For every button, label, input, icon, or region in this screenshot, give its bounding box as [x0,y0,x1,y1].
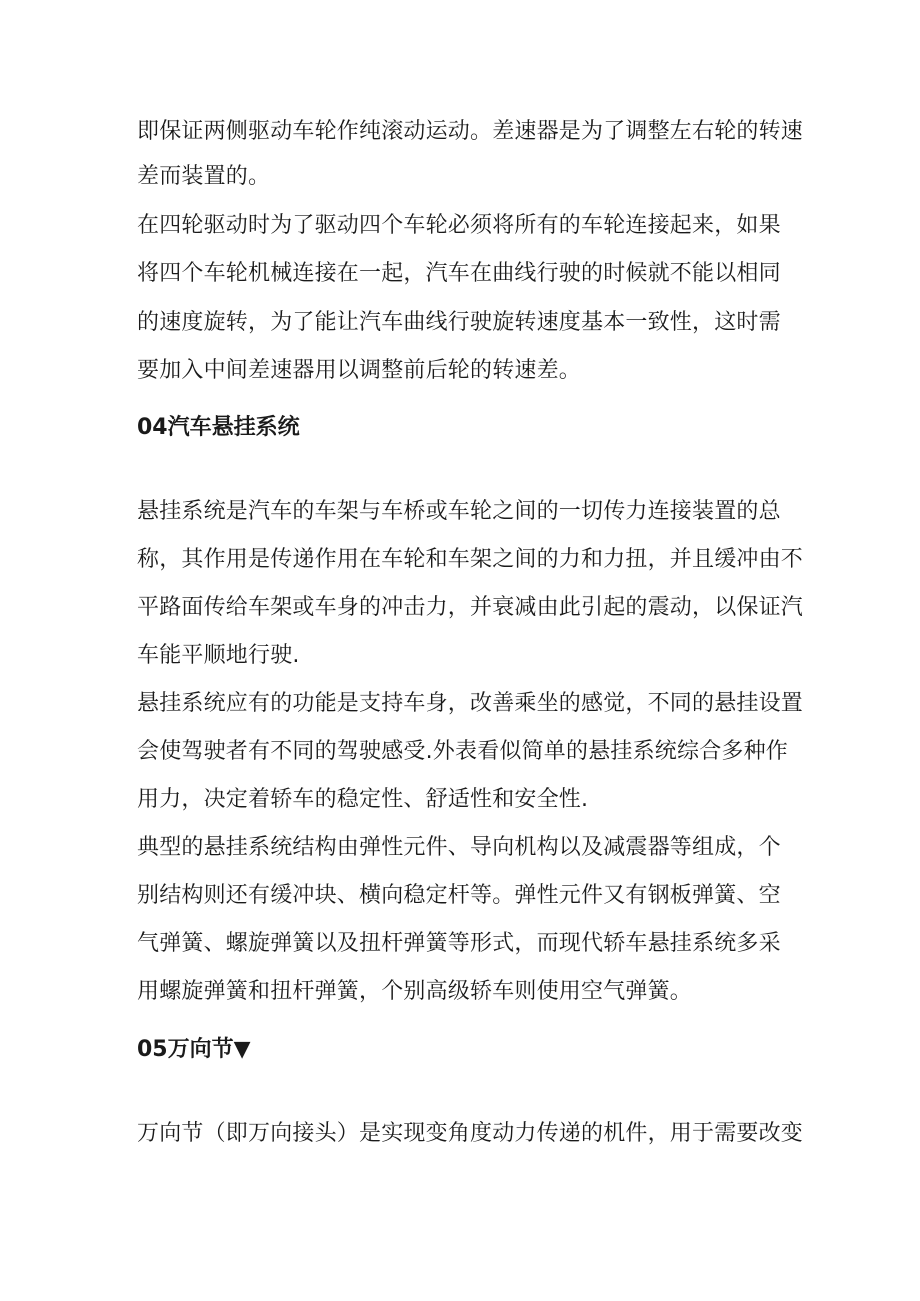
paragraph-line: 将四个车轮机械连接在一起，汽车在曲线行驶的时候就不能以相同 [137,261,781,286]
paragraph-line: 万向节（即万向接头）是实现变角度动力传递的机件，用于需要改变 [137,1121,804,1146]
paragraph-line: 平路面传给车架或车身的冲击力，并衰减由此引起的震动，以保证汽 [137,595,804,620]
paragraph-line: 即保证两侧驱动车轮作纯滚动运动。差速器是为了调整左右轮的转速 [137,119,804,144]
paragraph-line: 别结构则还有缓冲块、横向稳定杆等。弹性元件又有钢板弹簧、空 [137,883,781,908]
paragraph-line: 用螺旋弹簧和扭杆弹簧，个别高级轿车则使用空气弹簧。 [137,979,693,1004]
paragraph-line: 车能平顺地行驶. [137,643,300,668]
paragraph-line: 要加入中间差速器用以调整前后轮的转速差。 [137,358,582,383]
section-heading-universal-joint: 05万向节▼ [137,1037,251,1062]
paragraph-line: 悬挂系统应有的功能是支持车身，改善乘坐的感觉，不同的悬挂设置 [137,691,804,716]
paragraph-line: 的速度旋转，为了能让汽车曲线行驶旋转速度基本一致性，这时需 [137,310,781,335]
section-heading-suspension: 04汽车悬挂系统 [137,415,300,440]
paragraph-line: 在四轮驱动时为了驱动四个车轮必须将所有的车轮连接起来，如果 [137,213,781,238]
paragraph-line: 悬挂系统是汽车的车架与车桥或车轮之间的一切传力连接装置的总 [137,499,781,524]
paragraph-line: 差而装置的。 [137,164,271,189]
paragraph-line: 典型的悬挂系统结构由弹性元件、导向机构以及减震器等组成，个 [137,835,781,860]
paragraph-line: 称，其作用是传递作用在车轮和车架之间的力和力扭，并且缓冲由不 [137,547,804,572]
paragraph-line: 用力，决定着轿车的稳定性、舒适性和安全性. [137,787,589,812]
paragraph-line: 会使驾驶者有不同的驾驶感受.外表看似简单的悬挂系统综合多种作 [137,739,788,764]
paragraph-line: 气弹簧、螺旋弹簧以及扭杆弹簧等形式，而现代轿车悬挂系统多采 [137,931,781,956]
